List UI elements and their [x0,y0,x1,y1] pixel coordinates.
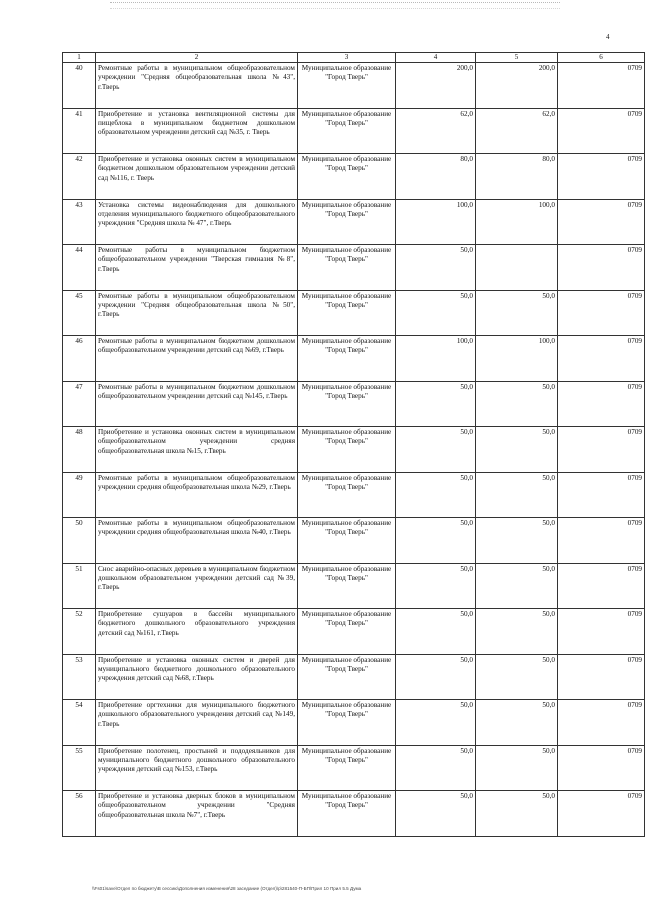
row-value-col4: 50,0 [396,518,476,564]
row-value-col5: 50,0 [476,472,558,518]
row-number: 55 [63,745,96,791]
row-code: 0709 [558,609,645,655]
table-row [63,336,645,382]
table-row [63,518,645,564]
row-owner: Муниципальное образование "Город Тверь" [298,245,396,291]
header-cell: 3 [298,53,396,63]
row-value-col5: 50,0 [476,745,558,791]
table-row [63,745,645,791]
row-code: 0709 [558,154,645,200]
row-value-col4: 100,0 [396,199,476,245]
row-value-col5: 50,0 [476,290,558,336]
row-value-col4: 50,0 [396,791,476,837]
row-value-col5: 50,0 [476,563,558,609]
row-description: Ремонтные работы в муниципальном общеобразовательном учреждении "Средняя общеобразовательная школа №43", г.Тверь [96,63,298,109]
row-value-col5: 50,0 [476,381,558,427]
row-number: 42 [63,154,96,200]
row-value-col5: 50,0 [476,700,558,746]
table-row [63,427,645,473]
row-value-col5: 50,0 [476,427,558,473]
row-number: 46 [63,336,96,382]
row-number: 45 [63,290,96,336]
table-row [63,700,645,746]
row-value-col4: 62,0 [396,108,476,154]
row-value-col4: 50,0 [396,427,476,473]
budget-table [62,52,645,837]
table-row [63,654,645,700]
row-owner: Муниципальное образование "Город Тверь" [298,563,396,609]
table-row [63,472,645,518]
table-row [63,154,645,200]
row-value-col4: 50,0 [396,290,476,336]
row-code: 0709 [558,245,645,291]
row-value-col4: 50,0 [396,609,476,655]
row-code: 0709 [558,381,645,427]
row-description: Установка системы видеонаблюдения для дошкольного отделения муниципального бюджетного общеобразовательного учреждения "Средняя школа № 47", г.Тверь [96,199,298,245]
row-description: Приобретение и установка оконных систем в муниципальном общеобразовательном учреждении средняя общеобразовательная школа №15, г.Тверь [96,427,298,473]
header-cell: 5 [476,53,558,63]
row-description: Ремонтные работы в муниципальном общеобразовательном учреждении "Средняя общеобразовательная школа №50", г.Тверь [96,290,298,336]
row-owner: Муниципальное образование "Город Тверь" [298,108,396,154]
row-value-col4: 50,0 [396,245,476,291]
row-owner: Муниципальное образование "Город Тверь" [298,199,396,245]
row-number: 48 [63,427,96,473]
row-owner: Муниципальное образование "Город Тверь" [298,700,396,746]
row-value-col4: 50,0 [396,563,476,609]
scan-artifact [110,2,560,9]
row-value-col5: 50,0 [476,518,558,564]
row-value-col5: 80,0 [476,154,558,200]
table-row [63,563,645,609]
row-code: 0709 [558,563,645,609]
row-code: 0709 [558,427,645,473]
row-owner: Муниципальное образование "Город Тверь" [298,745,396,791]
table-row [63,381,645,427]
row-description: Ремонтные работы в муниципальном общеобразовательном учреждении средняя общеобразовательная школа №40, г.Тверь [96,518,298,564]
table-row [63,609,645,655]
row-code: 0709 [558,745,645,791]
row-number: 44 [63,245,96,291]
row-owner: Муниципальное образование "Город Тверь" [298,472,396,518]
row-code: 0709 [558,63,645,109]
row-owner: Муниципальное образование "Город Тверь" [298,427,396,473]
row-value-col4: 80,0 [396,154,476,200]
header-cell: 4 [396,53,476,63]
row-value-col4: 50,0 [396,381,476,427]
row-value-col5: 100,0 [476,336,558,382]
row-value-col5: 62,0 [476,108,558,154]
row-number: 50 [63,518,96,564]
row-code: 0709 [558,290,645,336]
row-number: 47 [63,381,96,427]
row-number: 40 [63,63,96,109]
row-number: 43 [63,199,96,245]
row-number: 51 [63,563,96,609]
row-value-col4: 50,0 [396,700,476,746]
row-number: 52 [63,609,96,655]
row-number: 56 [63,791,96,837]
row-code: 0709 [558,518,645,564]
row-description: Приобретение и установка вентиляционной системы для пищеблока в муниципальном бюджетном дошкольном образовательном учреждении детский сад №35, г. Тверь [96,108,298,154]
row-code: 0709 [558,336,645,382]
row-description: Приобретение сушуаров в бассейн муниципального бюджетного дошкольного образовательного учреждения детский сад №161, г.Тверь [96,609,298,655]
row-description: Снос аварийно-опасных деревьев в муниципальном бюджетном дошкольном образовательном учреждении детский сад №39, г.Тверь [96,563,298,609]
header-cell: 1 [63,53,96,63]
row-number: 41 [63,108,96,154]
row-code: 0709 [558,472,645,518]
table-row [63,245,645,291]
row-description: Ремонтные работы в муниципальном бюджетном дошкольном общеобразовательном учреждении детский сад №69, г.Тверь [96,336,298,382]
table-row [63,63,645,109]
row-value-col4: 100,0 [396,336,476,382]
row-description: Ремонтные работы в муниципальном общеобразовательном учреждении средняя общеобразовательная школа №29, г.Тверь [96,472,298,518]
row-owner: Муниципальное образование "Город Тверь" [298,381,396,427]
row-value-col4: 200,0 [396,63,476,109]
row-code: 0709 [558,700,645,746]
row-value-col4: 50,0 [396,654,476,700]
row-value-col4: 50,0 [396,745,476,791]
row-code: 0709 [558,791,645,837]
row-owner: Муниципальное образование "Город Тверь" [298,791,396,837]
row-value-col5: 50,0 [476,654,558,700]
row-value-col5: 100,0 [476,199,558,245]
row-code: 0709 [558,654,645,700]
row-number: 49 [63,472,96,518]
header-cell: 6 [558,53,645,63]
file-path-footer: \\Fs01\save\Отдел по бюджету\В сессию\Дополнения изменения\28 заседание (Отдел)\р\281540-П-БП\Прил 10 Прил 5.5 Дума [92,886,362,891]
row-owner: Муниципальное образование "Город Тверь" [298,654,396,700]
row-number: 54 [63,700,96,746]
table-row [63,791,645,837]
row-description: Приобретение и установка оконных систем в муниципальном бюджетном дошкольном образовательном учреждении детский сад №116, г. Тверь [96,154,298,200]
row-code: 0709 [558,108,645,154]
page-number: 4 [606,33,610,41]
row-value-col5: 50,0 [476,791,558,837]
table-row [63,199,645,245]
row-owner: Муниципальное образование "Город Тверь" [298,518,396,564]
row-description: Ремонтные работы в муниципальном бюджетном общеобразовательном учреждении "Тверская гимназия №8", г.Тверь [96,245,298,291]
row-description: Приобретение оргтехники для муниципального бюджетного дошкольного образовательного учреждения детский сад №149, г.Тверь [96,700,298,746]
row-owner: Муниципальное образование "Город Тверь" [298,290,396,336]
row-number: 53 [63,654,96,700]
row-value-col4: 50,0 [396,472,476,518]
row-description: Приобретение и установка оконных систем и дверей для муниципального бюджетного дошкольного образовательного учреждения детский сад №68, г.Тверь [96,654,298,700]
row-description: Приобретение и установка дверных блоков в муниципальном общеобразовательном учреждении "Средняя общеобразовательная школа №7", г.Тверь [96,791,298,837]
row-value-col5 [476,245,558,291]
table-header-row [63,53,645,63]
row-value-col5: 200,0 [476,63,558,109]
row-owner: Муниципальное образование "Город Тверь" [298,336,396,382]
row-owner: Муниципальное образование "Город Тверь" [298,63,396,109]
header-cell: 2 [96,53,298,63]
row-value-col5: 50,0 [476,609,558,655]
row-description: Ремонтные работы в муниципальном бюджетном дошкольном общеобразовательном учреждении детский сад №145, г.Тверь [96,381,298,427]
row-owner: Муниципальное образование "Город Тверь" [298,154,396,200]
row-owner: Муниципальное образование "Город Тверь" [298,609,396,655]
row-description: Приобретение полотенец, простыней и пододеяльников для муниципального бюджетного дошкольного образовательного учреждения детский сад №153, г.Тверь [96,745,298,791]
row-code: 0709 [558,199,645,245]
table-row [63,290,645,336]
table-row [63,108,645,154]
